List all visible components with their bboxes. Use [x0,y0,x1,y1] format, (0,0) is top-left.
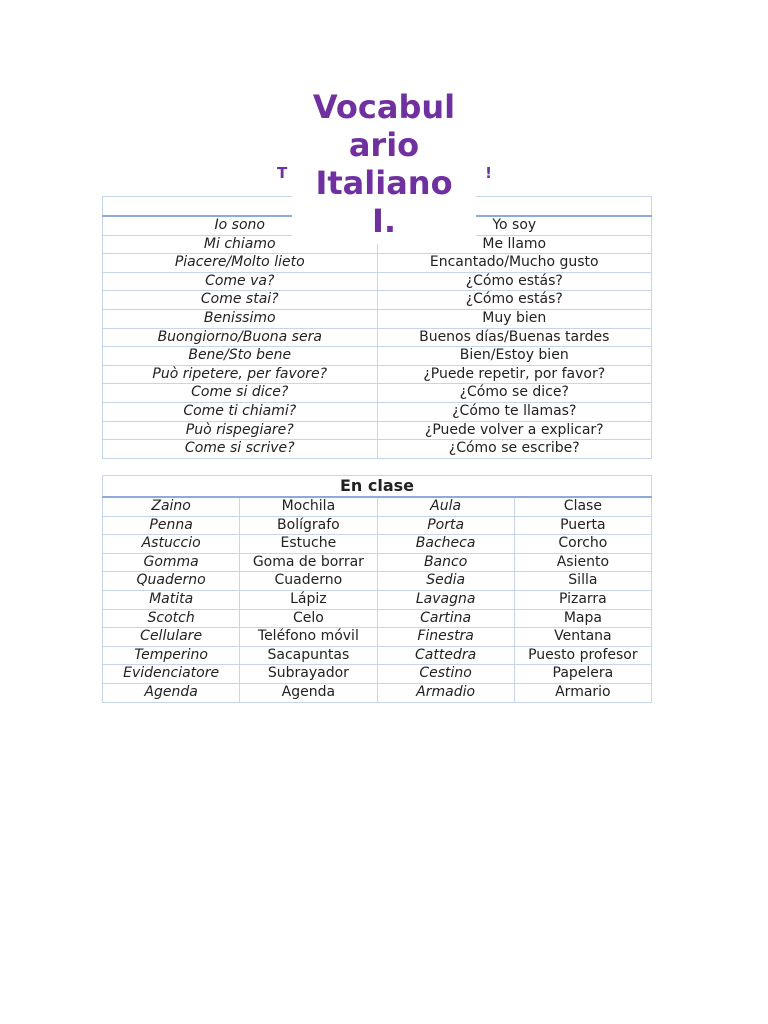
clase-body [103,497,652,702]
spanish-term-cell: ¿Cómo estás? [377,291,652,310]
italian-term-cell: Io sono [103,216,378,235]
spanish-term-cell: Goma de borrar [240,553,377,572]
italian-term-cell: Lavagna [377,590,514,609]
italian-term-cell: Come va? [103,272,378,291]
title-line: ario [348,126,420,164]
italian-term-cell: Come si scrive? [103,440,378,459]
table-row [103,516,652,535]
spanish-term-cell: Silla [514,572,651,591]
italian-term-cell: Aula [377,497,514,516]
italian-term-cell: Può ripetere, per favore? [103,365,378,384]
spanish-term-cell: ¿Cómo estás? [377,272,652,291]
italian-term-cell: Armadio [377,683,514,702]
italian-term-cell: Cartina [377,609,514,628]
italian-term-cell: Piacere/Molto lieto [103,254,378,273]
clase-header-row [103,476,652,498]
spanish-term-cell: Asiento [514,553,651,572]
spanish-term-cell: Papelera [514,665,651,684]
italian-term-cell: Mi chiamo [103,235,378,254]
spanish-term-cell: Mochila [240,497,377,516]
spanish-term-cell: Puesto profesor [514,646,651,665]
page-title [292,88,476,244]
greetings-body [103,216,652,458]
table-row [103,497,652,516]
table-row [103,272,652,291]
italian-term-cell: Può rispegiare? [103,421,378,440]
italian-term-cell: Come stai? [103,291,378,310]
table-row [103,309,652,328]
italian-term-cell: Cellulare [103,628,240,647]
table-row [103,628,652,647]
title-line: Vocabul [312,88,456,126]
spanish-term-cell: Encantado/Mucho gusto [377,254,652,273]
table-row [103,328,652,347]
italian-term-cell: Evidenciatore [103,665,240,684]
italian-term-cell: Zaino [103,497,240,516]
italian-term-cell: Porta [377,516,514,535]
spanish-term-cell: Teléfono móvil [240,628,377,647]
italian-term-cell: Banco [377,553,514,572]
title-line: I. [371,202,397,240]
subtitle-right: ! [485,164,492,182]
italian-term-cell: Quaderno [103,572,240,591]
italian-term-cell: Gomma [103,553,240,572]
table-row [103,535,652,554]
table-row [103,572,652,591]
table-row [103,609,652,628]
spanish-term-cell: Yo soy [377,216,652,235]
spanish-term-cell: Muy bien [377,309,652,328]
italian-term-cell: Sedia [377,572,514,591]
italian-term-cell: Come si dice? [103,384,378,403]
table-row [103,402,652,421]
italian-term-cell: Come ti chiami? [103,402,378,421]
italian-term-cell: Finestra [377,628,514,647]
italian-term-cell: Cattedra [377,646,514,665]
spanish-term-cell: ¿Puede repetir, por favor? [377,365,652,384]
spanish-term-cell: Bolígrafo [240,516,377,535]
spanish-term-cell: Bien/Estoy bien [377,347,652,366]
italian-term-cell: Buongiorno/Buona sera [103,328,378,347]
table-row [103,347,652,366]
spanish-term-cell: Clase [514,497,651,516]
table-row [103,590,652,609]
spanish-term-cell: Subrayador [240,665,377,684]
table-row [103,384,652,403]
table-row [103,553,652,572]
italian-term-cell: Scotch [103,609,240,628]
spanish-term-cell: Pizarra [514,590,651,609]
spanish-term-cell: Armario [514,683,651,702]
spanish-term-cell: Me llamo [377,235,652,254]
spanish-term-cell: ¿Puede volver a explicar? [377,421,652,440]
spanish-term-cell: Ventana [514,628,651,647]
spanish-term-cell: Mapa [514,609,651,628]
spanish-term-cell: Agenda [240,683,377,702]
spanish-term-cell: Estuche [240,535,377,554]
spanish-term-cell: ¿Cómo se dice? [377,384,652,403]
italian-term-cell: Matita [103,590,240,609]
table-row [103,646,652,665]
subtitle-left: T [277,164,288,182]
table-row [103,683,652,702]
table-row [103,365,652,384]
spanish-term-cell: Sacapuntas [240,646,377,665]
table-row [103,254,652,273]
clase-header: En clase [103,476,652,498]
title-line: Italiano [315,164,453,202]
table-row [103,665,652,684]
italian-term-cell: Penna [103,516,240,535]
italian-term-cell: Astuccio [103,535,240,554]
italian-term-cell: Benissimo [103,309,378,328]
spanish-term-cell: ¿Cómo se escribe? [377,440,652,459]
italian-term-cell: Bene/Sto bene [103,347,378,366]
clase-table [102,475,652,703]
spanish-term-cell: Corcho [514,535,651,554]
italian-term-cell: Agenda [103,683,240,702]
spanish-term-cell: Celo [240,609,377,628]
table-row [103,440,652,459]
table-row [103,291,652,310]
table-row [103,421,652,440]
italian-term-cell: Cestino [377,665,514,684]
italian-term-cell: Temperino [103,646,240,665]
spanish-term-cell: Cuaderno [240,572,377,591]
spanish-term-cell: Buenos días/Buenas tardes [377,328,652,347]
italian-term-cell: Bacheca [377,535,514,554]
spanish-term-cell: ¿Cómo te llamas? [377,402,652,421]
spanish-term-cell: Puerta [514,516,651,535]
spanish-term-cell: Lápiz [240,590,377,609]
